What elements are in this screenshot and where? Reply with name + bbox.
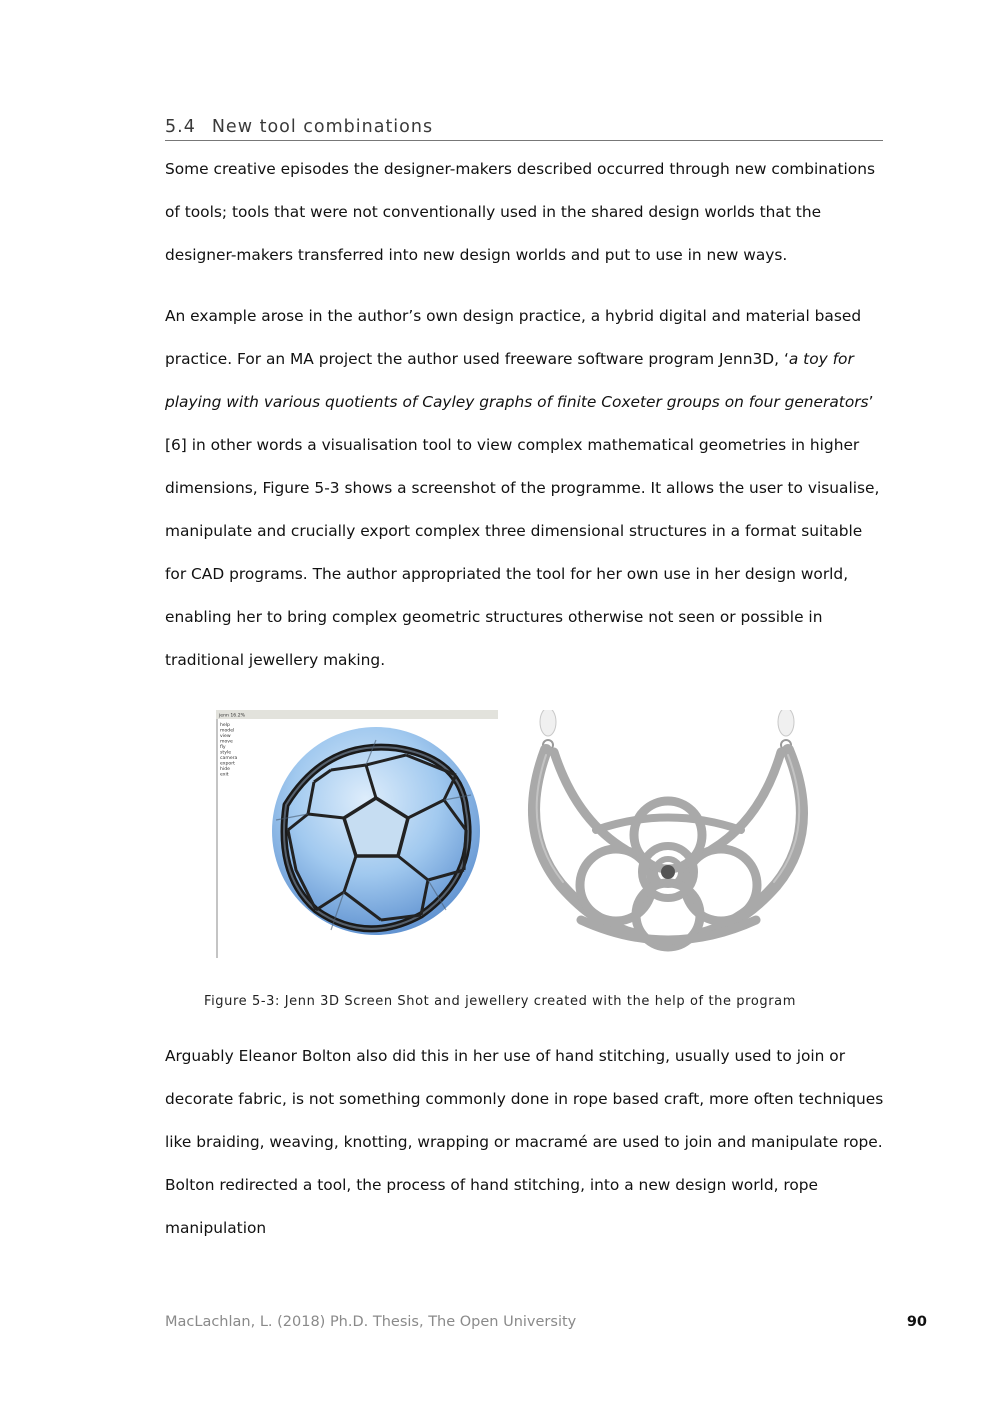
menu-item: move (220, 739, 233, 745)
menu-item: exit (220, 772, 229, 778)
window-title-bar (216, 710, 498, 719)
paragraph-text: An example arose in the author’s own design practice, a hybrid digital and material based practice. For an MA project the author used freeware software program Jenn3D, ‘ (165, 307, 862, 368)
section-title: New tool combinations (211, 117, 434, 137)
jenn3d-quote: a toy for playing with various quotients of Cayley graphs of finite Coxeter groups on four generators (165, 350, 869, 411)
section-number: 5.4 (165, 117, 196, 137)
menu-item: fly (220, 745, 226, 750)
menu-item: style (220, 750, 232, 756)
necklace-photo (514, 710, 816, 960)
paragraph-new-tool-combinations: Some creative episodes the designer-makers described occurred through new combinations of tools; tools that were not conventionally used in the shared design worlds that the designer-makers transferred into new design worlds and put to use in new ways. (165, 160, 875, 264)
menu-item: model (220, 728, 235, 734)
menu-item: camera (220, 756, 238, 761)
footer-citation: MacLachlan, L. (2018) Ph.D. Thesis, The Open University (165, 1314, 577, 1330)
menu-item: help (220, 723, 230, 728)
figure-5-3 (216, 710, 816, 960)
jenn3d-screenshot (216, 710, 499, 960)
figure-caption: Figure 5-3: Jenn 3D Screen Shot and jewellery created with the help of the program (203, 994, 797, 1009)
paragraph-jenn3d-example (165, 295, 887, 682)
section-heading (165, 117, 883, 141)
menu-item: export (220, 761, 235, 767)
paragraph-bolton-stitching: Arguably Eleanor Bolton also did this in her use of hand stitching, usually used to join or decorate fabric, is not something commonly done in rope based craft, more often techniques like braiding, weaving, knotting, wrapping or macramé are used to join and manipulate rope. Bolton redirected a tool, the process of hand stitching, into a new design world, rope manipulation (165, 1047, 884, 1237)
window-title: jenn 16.2% (219, 713, 245, 719)
paragraph-text: ’ [6] in other words a visualisation tool to view complex mathematical geometries in higher dimensions, Figure 5-3 shows a screenshot of the programme. It allows the user to visualise, manipulate and crucially export complex three dimensional structures in a format suitable for CAD programs. The author appropriated the tool for her own use in her design world, enabling her to bring complex geometric structures otherwise not seen or possible in traditional jewellery making. (165, 393, 880, 669)
page-number: 90 (906, 1314, 927, 1330)
menu-item: view (220, 734, 231, 739)
menu-item: hide (220, 767, 230, 772)
